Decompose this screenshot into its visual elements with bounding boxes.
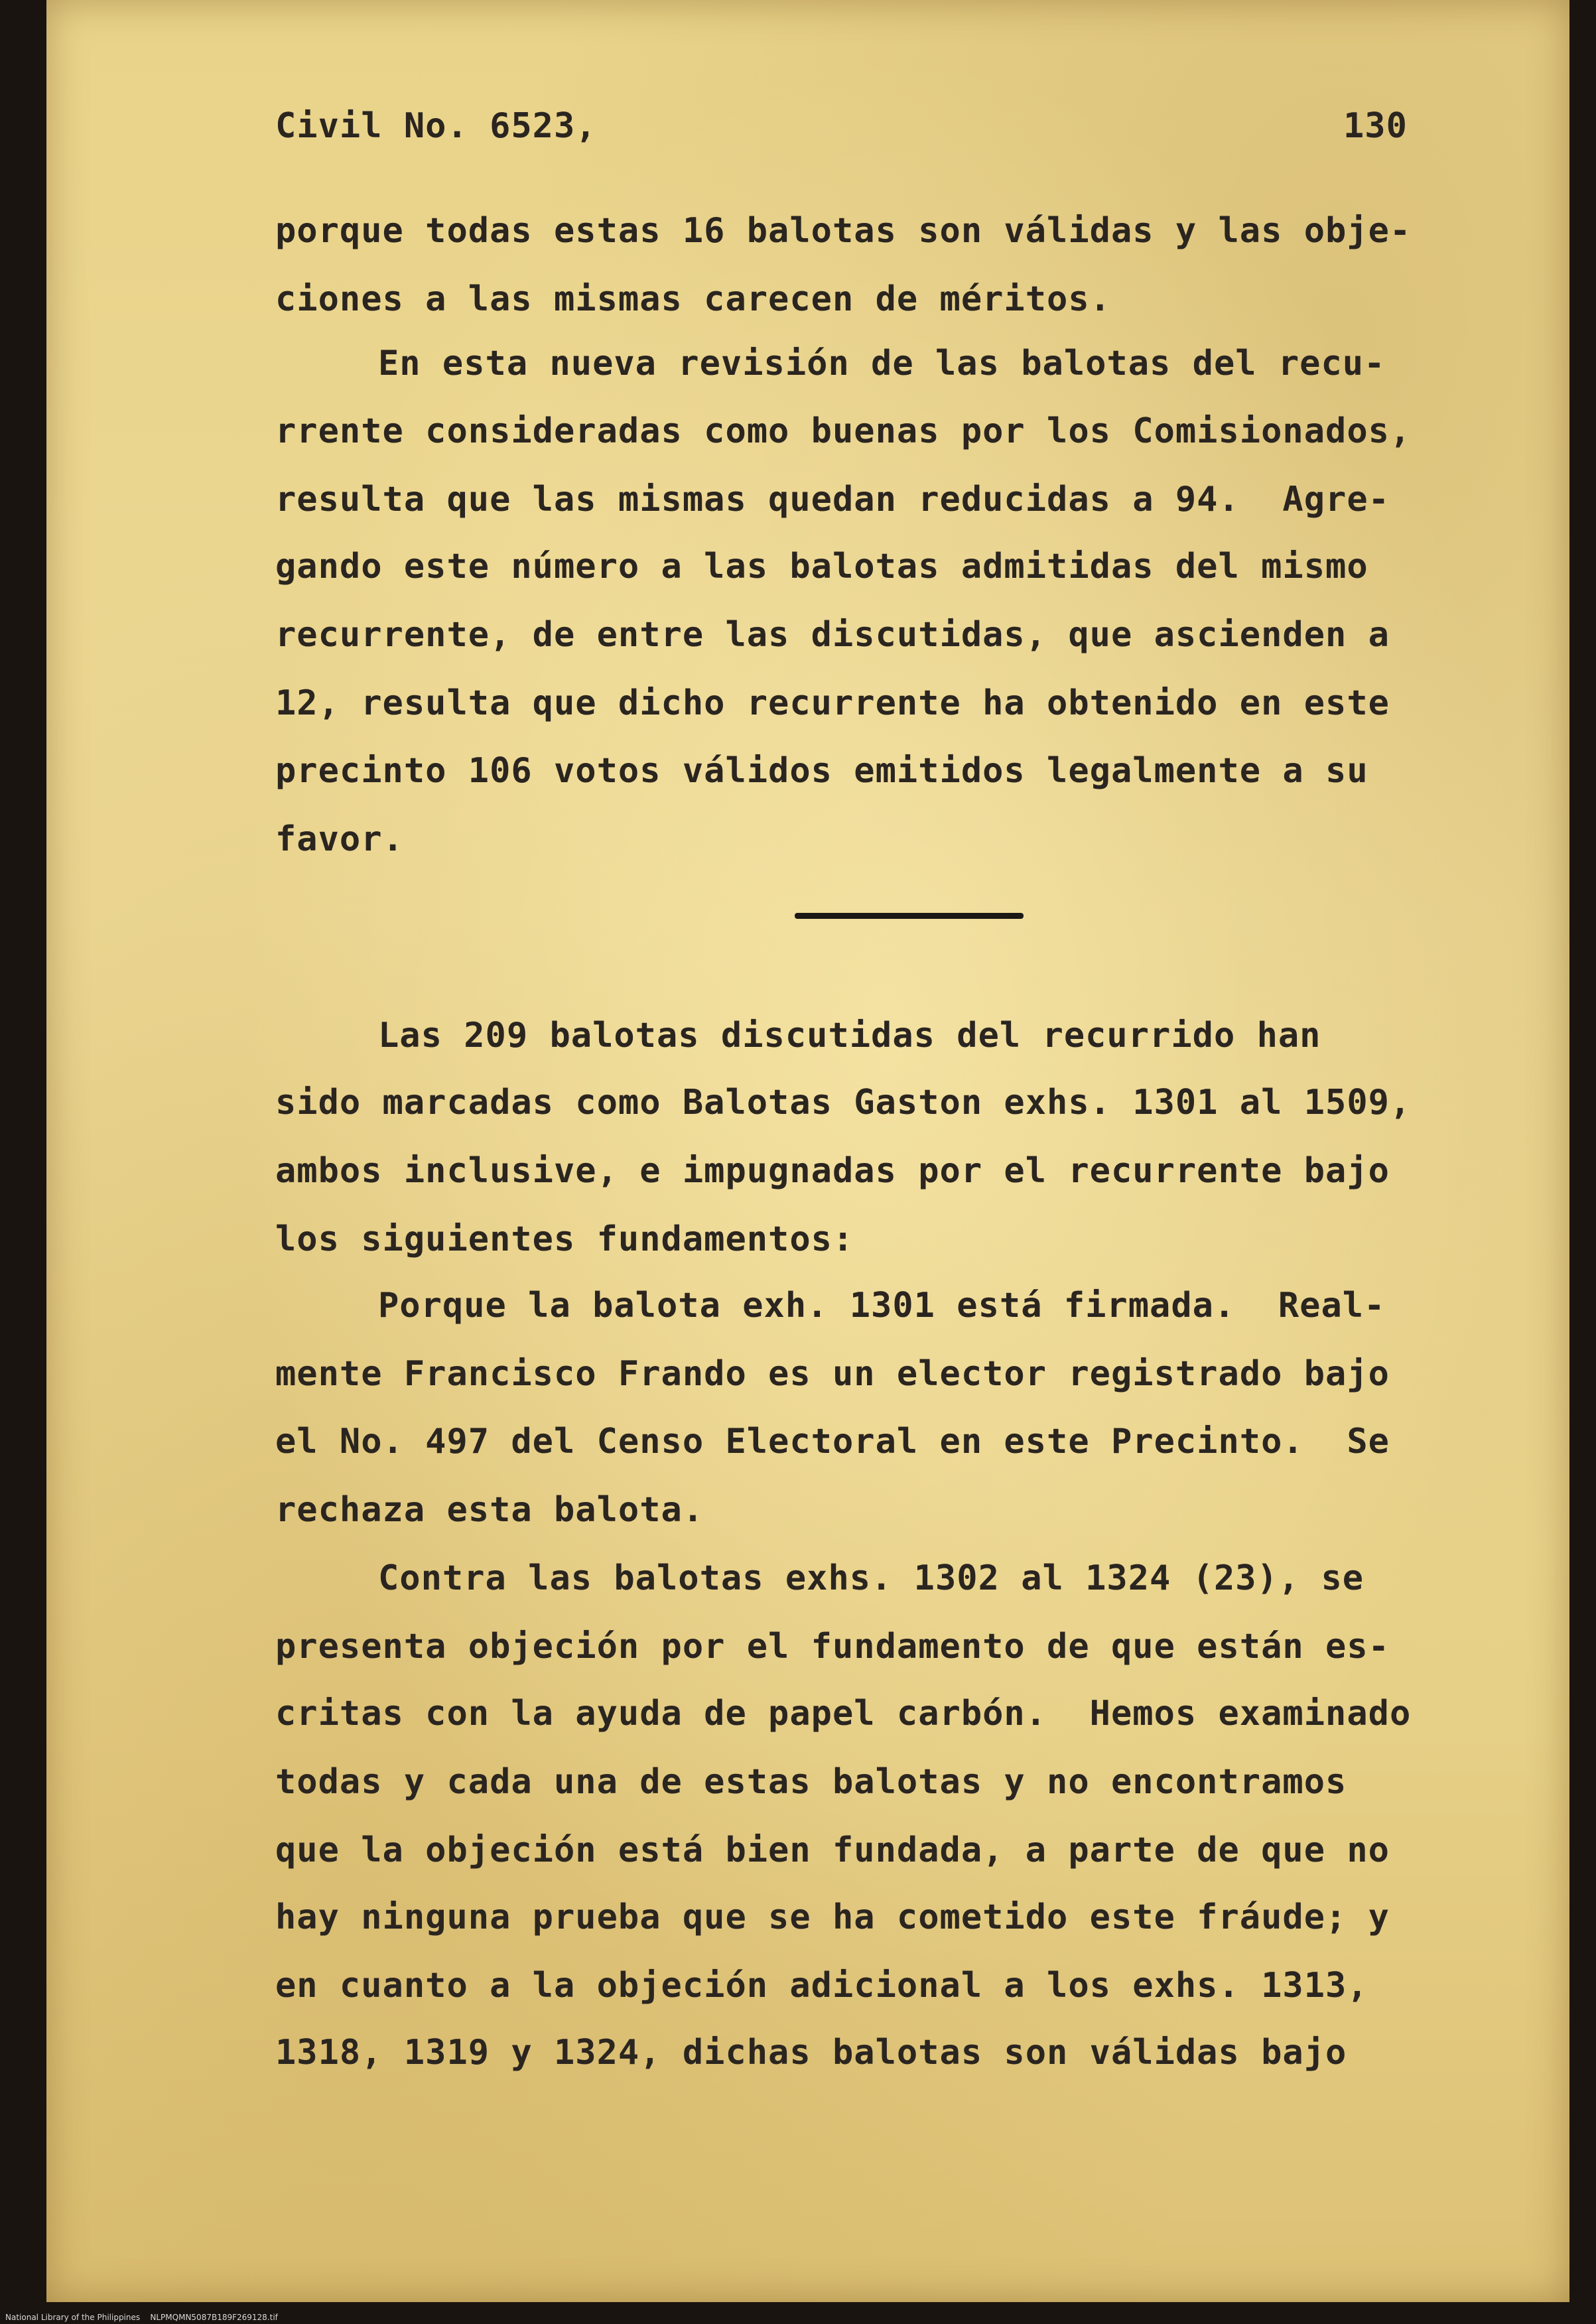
section-separator xyxy=(795,913,1024,919)
text-line: todas y cada una de estas balotas y no encontramos xyxy=(275,1762,1347,1802)
text-line: sido marcadas como Balotas Gaston exhs. 1301 al 1509, xyxy=(275,1083,1412,1123)
text-line: recurrente, de entre las discutidas, que ascienden a xyxy=(275,615,1390,655)
scan-footer: National Library of the Philippines NLPMQMN5087B189F269128.tif xyxy=(5,2313,278,2322)
text-line: en cuanto a la objeción adicional a los exhs. 1313, xyxy=(275,1966,1368,2006)
text-line: rrente consideradas como buenas por los Comisionados, xyxy=(275,411,1412,451)
text-line: Porque la balota exh. 1301 está firmada. Real- xyxy=(378,1286,1386,1326)
text-line: En esta nueva revisión de las balotas del recu- xyxy=(378,344,1386,383)
text-line: ciones a las mismas carecen de méritos. xyxy=(275,279,1111,319)
document-page xyxy=(46,0,1569,2302)
text-line: porque todas estas 16 balotas son válidas y las obje- xyxy=(275,211,1412,251)
text-line: critas con la ayuda de papel carbón. Hemos examinado xyxy=(275,1694,1412,1734)
text-line: que la objeción está bien fundada, a parte de que no xyxy=(275,1830,1390,1870)
text-line: presenta objeción por el fundamento de que están es- xyxy=(275,1627,1390,1667)
text-line: hay ninguna prueba que se ha cometido este fráude; y xyxy=(275,1897,1390,1937)
text-line: precinto 106 votos válidos emitidos legalmente a su xyxy=(275,751,1368,791)
page-number: 130 xyxy=(1343,106,1408,146)
text-line: el No. 497 del Censo Electoral en este Precinto. Se xyxy=(275,1422,1390,1462)
case-number: Civil No. 6523, xyxy=(275,106,597,146)
text-line: Contra las balotas exhs. 1302 al 1324 (23), se xyxy=(378,1558,1364,1598)
text-line: resulta que las mismas quedan reducidas a 94. Agre- xyxy=(275,480,1390,519)
text-line: 1318, 1319 y 1324, dichas balotas son válidas bajo xyxy=(275,2033,1347,2073)
text-line: mente Francisco Frando es un elector registrado bajo xyxy=(275,1354,1390,1394)
text-line: favor. xyxy=(275,819,404,859)
text-line: 12, resulta que dicho recurrente ha obtenido en este xyxy=(275,683,1390,723)
text-line: rechaza esta balota. xyxy=(275,1490,704,1530)
text-line: los siguientes fundamentos: xyxy=(275,1219,854,1259)
text-line: ambos inclusive, e impugnadas por el recurrente bajo xyxy=(275,1151,1390,1191)
text-line: gando este número a las balotas admitidas del mismo xyxy=(275,547,1368,586)
text-line: Las 209 balotas discutidas del recurrido han xyxy=(378,1016,1321,1056)
